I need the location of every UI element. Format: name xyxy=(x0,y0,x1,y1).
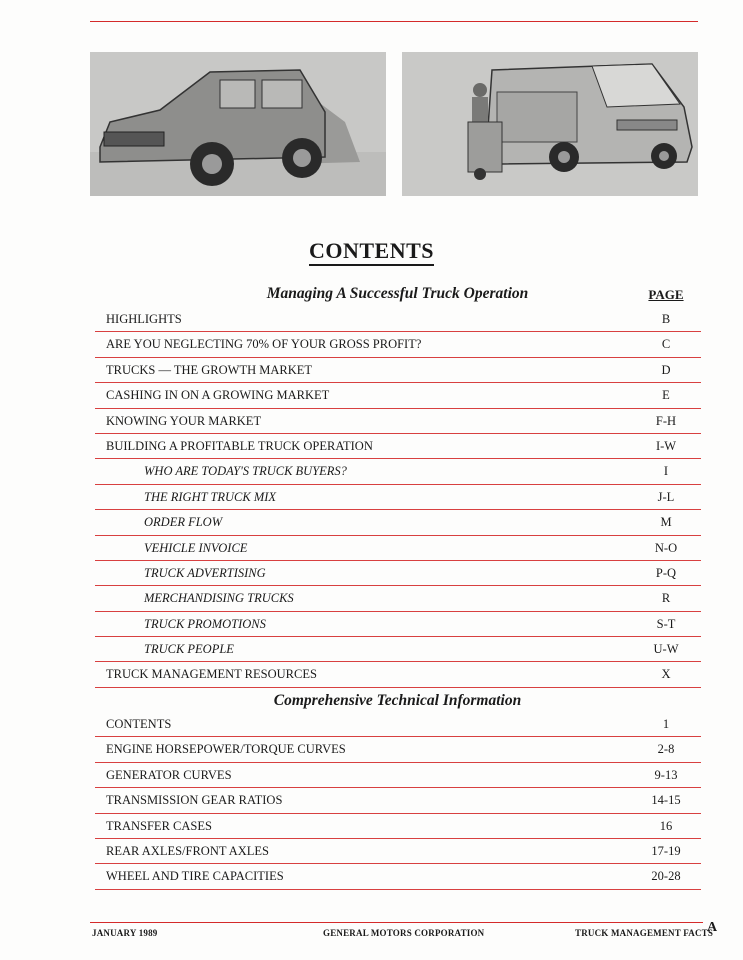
toc-row xyxy=(95,737,701,762)
toc-entry-page: 17-19 xyxy=(651,843,681,858)
toc-entry-label: KNOWING YOUR MARKET xyxy=(106,413,262,428)
footer-page-letter: A xyxy=(707,920,718,935)
toc-entry-page: S-T xyxy=(656,616,676,631)
toc-entry-label: CONTENTS xyxy=(106,717,172,731)
toc-entry-page: I-W xyxy=(655,438,677,453)
toc-entry-page: U-W xyxy=(653,642,679,657)
toc-row xyxy=(95,409,701,434)
toc-entry-page: 2-8 xyxy=(657,742,675,757)
footer-corporation: GENERAL MOTORS CORPORATION xyxy=(323,928,485,938)
toc-row xyxy=(95,814,701,839)
toc-row xyxy=(95,383,701,408)
toc-row xyxy=(95,864,701,889)
toc-entry-page: M xyxy=(660,515,672,530)
toc-entry-label: GENERATOR CURVES xyxy=(106,767,232,782)
toc-entry-page: 9-13 xyxy=(654,767,678,782)
toc-row xyxy=(95,561,701,586)
toc-entry-page: D xyxy=(661,362,671,377)
toc-entry-label: ARE YOU NEGLECTING 70% OF YOUR GROSS PROFIT? xyxy=(106,337,422,352)
toc-entry-page: X xyxy=(661,667,671,682)
van-illustration-icon xyxy=(402,52,698,196)
toc-entry-label: TRANSFER CASES xyxy=(106,818,212,833)
toc-row xyxy=(95,510,701,535)
toc-entry-page: F-H xyxy=(655,413,677,428)
page-title xyxy=(0,238,743,264)
toc-entry-label: WHEEL AND TIRE CAPACITIES xyxy=(106,869,284,884)
toc-entry-page: J-L xyxy=(657,489,675,504)
toc-entry-page: N-O xyxy=(654,540,678,555)
toc-row xyxy=(95,612,701,637)
top-rule xyxy=(90,21,698,22)
section-title-management: Managing A Successful Truck Operation xyxy=(266,285,529,302)
toc-row xyxy=(95,459,701,484)
toc-entry-page: 20-28 xyxy=(651,869,681,884)
toc-entry-label: TRUCK ADVERTISING xyxy=(144,565,266,580)
toc-row xyxy=(95,712,701,737)
toc-entry-label: TRUCKS — THE GROWTH MARKET xyxy=(106,362,313,377)
toc-entry-label: HIGHLIGHTS xyxy=(106,312,182,326)
toc-entry-label: REAR AXLES/FRONT AXLES xyxy=(106,843,269,858)
toc-row xyxy=(95,637,701,662)
toc-row xyxy=(95,763,701,788)
toc-entry-page: C xyxy=(661,337,671,352)
toc-entry-page: 1 xyxy=(662,717,670,731)
toc-entry-label: ORDER FLOW xyxy=(144,515,223,530)
toc-entry-label: WHO ARE TODAY'S TRUCK BUYERS? xyxy=(144,464,347,479)
toc-entry-page: E xyxy=(662,388,670,403)
toc-entry-page: I xyxy=(663,464,669,479)
toc-row xyxy=(95,485,701,510)
toc-entry-page: 14-15 xyxy=(651,793,681,808)
toc-row xyxy=(95,839,701,864)
toc-row xyxy=(95,536,701,561)
footer-date: JANUARY 1989 xyxy=(92,928,158,938)
toc-entry-label: BUILDING A PROFITABLE TRUCK OPERATION xyxy=(106,438,373,453)
toc-entry-label: MERCHANDISING TRUCKS xyxy=(144,591,294,606)
toc-entry-label: CASHING IN ON A GROWING MARKET xyxy=(106,388,330,403)
toc-row xyxy=(95,307,701,332)
toc-row xyxy=(95,788,701,813)
toc-row xyxy=(95,332,701,357)
toc-list-technical xyxy=(95,712,701,890)
toc-entry-label: THE RIGHT TRUCK MIX xyxy=(144,489,277,504)
toc-entry-label: ENGINE HORSEPOWER/TORQUE CURVES xyxy=(106,742,346,757)
page-column-header: PAGE xyxy=(648,287,684,302)
truck-illustration-icon xyxy=(90,52,386,196)
footer-publication: TRUCK MANAGEMENT FACTS xyxy=(575,928,714,938)
toc-row xyxy=(95,662,701,687)
toc-entry-label: VEHICLE INVOICE xyxy=(144,540,248,555)
toc-entry-page: R xyxy=(661,591,671,606)
page-title-text: CONTENTS xyxy=(309,238,434,266)
toc-list-management xyxy=(95,307,701,688)
toc-entry-page: B xyxy=(661,312,671,326)
toc-entry-label: TRUCK PROMOTIONS xyxy=(144,616,266,631)
toc-row xyxy=(95,358,701,383)
section-title-technical: Comprehensive Technical Information xyxy=(273,692,522,709)
toc-row xyxy=(95,434,701,459)
toc-entry-label: TRANSMISSION GEAR RATIOS xyxy=(106,793,283,808)
toc-entry-label: TRUCK PEOPLE xyxy=(144,642,234,657)
toc-entry-page: P-Q xyxy=(655,565,677,580)
toc-entry-page: 16 xyxy=(659,818,673,833)
toc-row xyxy=(95,586,701,611)
toc-entry-label: TRUCK MANAGEMENT RESOURCES xyxy=(106,667,317,682)
footer-rule xyxy=(90,922,703,923)
